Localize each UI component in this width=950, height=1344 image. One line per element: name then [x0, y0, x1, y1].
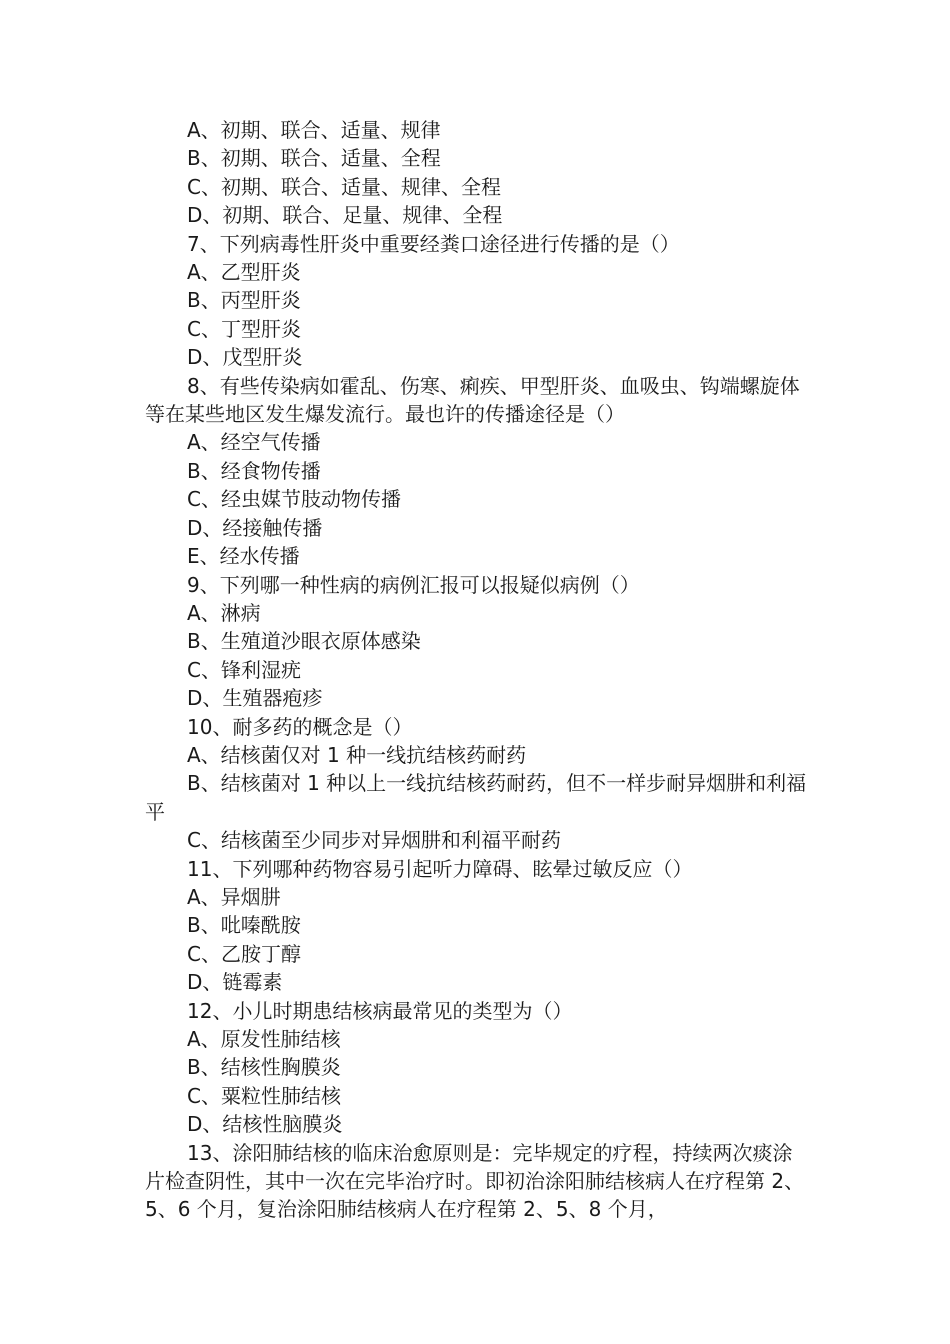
question-7: 7、下列病毒性肝炎中重要经粪口途径进行传播的是（） [187, 231, 680, 256]
question-8-option-d: D、经接触传播 [187, 515, 323, 540]
question-12-option-b: B、结核性胸膜炎 [187, 1055, 341, 1080]
question-9-option-c: C、锋利湿疣 [187, 657, 301, 682]
question-7-option-d: D、戊型肝炎 [187, 345, 303, 370]
question-8: 8、有些传染病如霍乱、伤寒、痢疾、甲型肝炎、血吸虫、钩端螺旋体等在某些地区发生爆发流行。最也许的传播途径是（） [145, 373, 800, 427]
question-9-option-d: D、生殖器疱疹 [187, 686, 323, 711]
question-12-option-d: D、结核性脑膜炎 [187, 1112, 343, 1137]
question-7-option-a: A、乙型肝炎 [187, 260, 301, 285]
question-11-option-a: A、异烟肼 [187, 884, 281, 909]
question-10-option-c: C、结核菌至少同步对异烟肼和利福平耐药 [187, 828, 561, 853]
question-8-option-e: E、经水传播 [187, 544, 300, 569]
question-10-option-a: A、结核菌仅对 1 种一线抗结核药耐药 [187, 742, 527, 767]
question-8-option-b: B、经食物传播 [187, 458, 321, 483]
question-11-option-d: D、链霉素 [187, 970, 283, 995]
question-12-option-c: C、粟粒性肺结核 [187, 1083, 341, 1108]
question-10-option-b: B、结核菌对 1 种以上一线抗结核药耐药，但不一样步耐异烟肼和利福平 [145, 771, 807, 824]
question-9: 9、下列哪一种性病的病例汇报可以报疑似病例（） [187, 572, 640, 597]
question-9-option-b: B、生殖道沙眼衣原体感染 [187, 629, 421, 654]
question-11-option-c: C、乙胺丁醇 [187, 941, 301, 966]
question-13: 13、涂阳肺结核的临床治愈原则是：完毕规定的疗程，持续两次痰涂片检查阴性，其中一次在完毕治疗时。即初治涂阳肺结核病人在疗程第 2、5、6 个月，复治涂阳肺结核病人在疗程第 2、5、8 个月， [145, 1140, 805, 1222]
question-12-option-a: A、原发性肺结核 [187, 1027, 341, 1051]
option-b: B、初期、联合、适量、全程 [187, 146, 441, 171]
question-11: 11、下列哪种药物容易引起听力障碍、眩晕过敏反应（） [187, 856, 693, 881]
option-d: D、初期、联合、足量、规律、全程 [187, 203, 503, 228]
question-8-option-c: C、经虫媒节肢动物传播 [187, 487, 401, 512]
option-a: A、初期、联合、适量、规律 [187, 118, 441, 142]
question-7-option-b: B、丙型肝炎 [187, 288, 301, 313]
question-7-option-c: C、丁型肝炎 [187, 316, 301, 341]
question-9-option-a: A、淋病 [187, 600, 261, 625]
question-12: 12、小儿时期患结核病最常见的类型为（） [187, 998, 573, 1023]
question-10: 10、耐多药的概念是（） [187, 714, 413, 739]
document-body [145, 116, 810, 1224]
question-11-option-b: B、吡嗪酰胺 [187, 913, 301, 938]
option-c: C、初期、联合、适量、规律、全程 [187, 174, 501, 199]
question-8-option-a: A、经空气传播 [187, 430, 321, 455]
